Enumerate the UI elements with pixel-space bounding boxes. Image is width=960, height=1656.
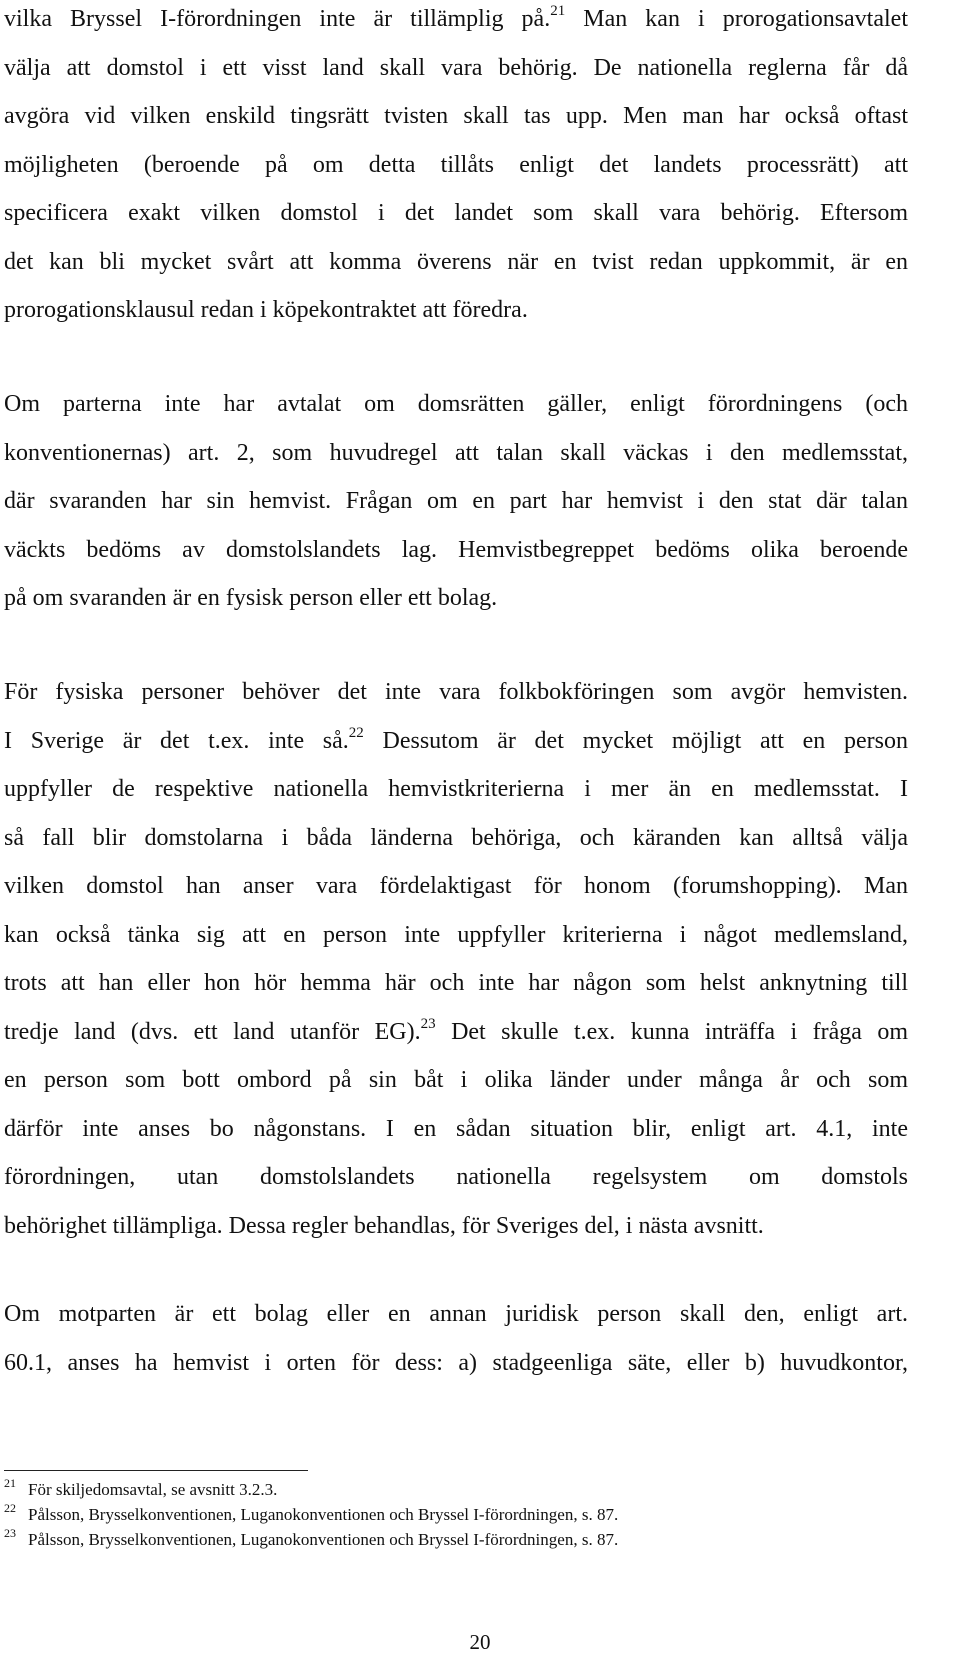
text-line: Om motparten är ett bolag eller en annan juridisk person skall den, enligt art. <box>4 1301 908 1327</box>
text-line: specificera exakt vilken domstol i det landet som skall vara behörig. Eftersom <box>4 200 908 226</box>
text-line: förordningen, utan domstolslandets nationella regelsystem om domstols <box>4 1164 908 1190</box>
text-line: 60.1, anses ha hemvist i orten för dess: a) stadgeenliga säte, eller b) huvudkontor, <box>4 1349 908 1376</box>
footnote-text: För skiljedomsavtal, se avsnitt 3.2.3. <box>28 1480 278 1499</box>
text-line: uppfyller de respektive nationella hemvistkriterierna i mer än en medlemsstat. I <box>4 776 908 802</box>
footnote-text: Pålsson, Brysselkonventionen, Luganokonventionen och Bryssel I-förordningen, s. 87. <box>28 1505 619 1524</box>
text-line: För fysiska personer behöver det inte vara folkbokföringen som avgör hemvisten. <box>4 679 908 705</box>
footnote-ref[interactable]: 23 <box>420 1015 436 1032</box>
text-line: därför inte anses bo någonstans. I en sådan situation blir, enligt art. 4.1, inte <box>4 1115 908 1142</box>
paragraph-4 <box>4 1290 908 1387</box>
footnote-separator <box>4 1470 308 1471</box>
paragraph-2 <box>4 380 908 623</box>
text-line: trots att han eller hon hör hemma här och inte har någon som helst anknytning till <box>4 970 908 996</box>
text-line: där svaranden har sin hemvist. Frågan om en part har hemvist i den stat där talan <box>4 488 908 514</box>
text-line: avgöra vid vilken enskild tingsrätt tvisten skall tas upp. Men man har också oftast <box>4 103 908 129</box>
text-line: Om parterna inte har avtalat om domsrätten gäller, enligt förordningens (och <box>4 391 908 417</box>
text-line: en person som bott ombord på sin båt i olika länder under många år och som <box>4 1067 908 1093</box>
text-line: det kan bli mycket svårt att komma överens när en tvist redan uppkommit, är en <box>4 248 908 275</box>
text-line: på om svaranden är en fysisk person eller ett bolag. <box>4 585 498 611</box>
footnote-23: 23 Pålsson, Brysselkonventionen, Luganokonventionen och Bryssel I-förordningen, s. 87. <box>4 1526 619 1549</box>
paragraph-3 <box>4 668 908 1250</box>
text-line: välja att domstol i ett visst land skall vara behörig. De nationella reglerna får då <box>4 54 908 81</box>
footnote-22: 22 Pålsson, Brysselkonventionen, Luganokonventionen och Bryssel I-förordningen, s. 87. <box>4 1501 619 1524</box>
footnote-text: Pålsson, Brysselkonventionen, Luganokonventionen och Bryssel I-förordningen, s. 87. <box>28 1530 619 1549</box>
text-line: möjligheten (beroende på om detta tillåts enligt det landets processrätt) att <box>4 151 908 178</box>
footnote-ref[interactable]: 21 <box>550 3 566 19</box>
text-line: väckts bedöms av domstolslandets lag. Hemvistbegreppet bedöms olika beroende <box>4 536 908 563</box>
text-line: kan också tänka sig att en person inte uppfyller kriterierna i något medlemsland, <box>4 921 908 948</box>
text-line: tredje land (dvs. ett land utanför EG).$^{23}$ Det skulle t.ex. kunna inträffa i fråga om <box>4 1015 908 1045</box>
text-line: konventionernas) art. 2, som huvudregel att talan skall väckas i den medlemsstat, <box>4 439 908 466</box>
text-line: vilken domstol han anser vara fördelaktigast för honom (forumshopping). Man <box>4 873 908 899</box>
paragraph-1 <box>4 0 908 335</box>
text-line: prorogationsklausul redan i köpekontraktet att föredra. <box>4 297 528 323</box>
text-line: vilka Bryssel I-förordningen inte är tillämplig på.$^{21}$ Man kan i prorogationsavtalet <box>4 3 908 32</box>
page-number: 20 <box>469 1630 491 1654</box>
text-line: så fall blir domstolarna i båda länderna behöriga, och käranden kan alltså välja <box>4 824 908 851</box>
footnote-21: 21 För skiljedomsavtal, se avsnitt 3.2.3. <box>4 1476 278 1499</box>
text-line: I Sverige är det t.ex. inte så.$^{22}$ Dessutom är det mycket möjligt att en person <box>4 724 908 754</box>
text-line: behörighet tillämpliga. Dessa regler behandlas, för Sveriges del, i nästa avsnitt. <box>4 1212 764 1239</box>
footnote-ref[interactable]: 22 <box>348 724 364 741</box>
